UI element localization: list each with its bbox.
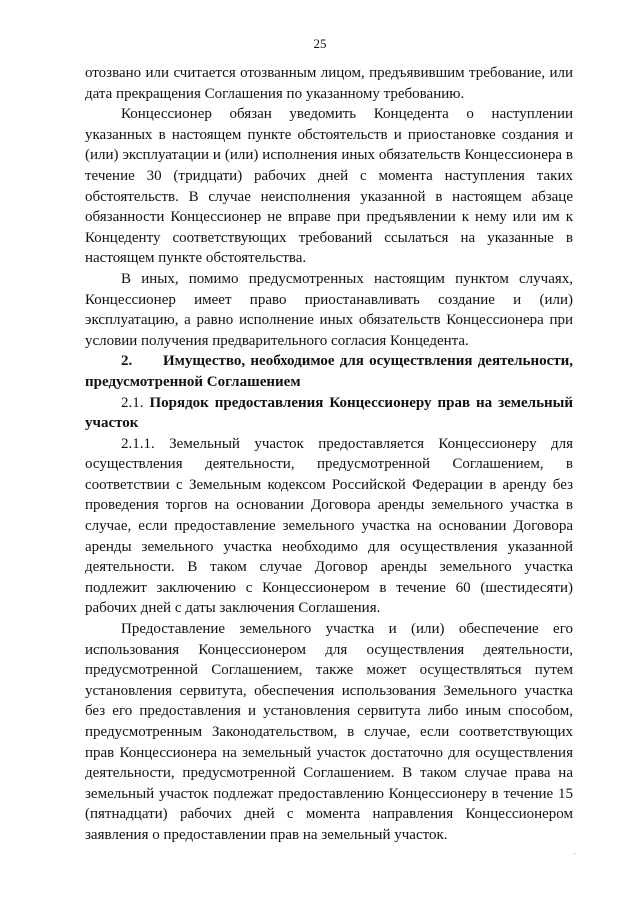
paragraph-other-cases: В иных, помимо предусмотренных настоящим пунктом случаях, Концессионер имеет право приостанавливать создание и (или) эксплуатацию, а равно исполнение иных обязательств Концессионера при условии получения предварительного согласия Концедента. bbox=[85, 270, 573, 349]
paragraph-continuation: отозвано или считается отозванным лицом, предъявившим требование, или дата прекращения Соглашения по указанному требованию. bbox=[85, 65, 573, 102]
paragraph-land-provision: Предоставление земельного участка и (или) обеспечение его использования Концессионером для осуществления деятельности, предусмотренной Соглашением, также может осуществляться путем установления сервитута, обеспечения использования Земельного участка без его предоставления и установления сервитута либо иным способом, предусмотренным Законодательством, в случае, если соответствующих прав Концессионера на земельный участок достаточно для осуществления деятельности, предусмотренной Соглашением. В таком случае права на земельный участок подлежат предоставлению Концессионеру в течение 15 (пятнадцати) рабочих дней с момента направления Концессионером заявления о предоставлении прав на земельный участок. bbox=[85, 621, 573, 843]
subsection-title: Порядок предоставления Концессионеру прав на земельный участок bbox=[85, 394, 574, 432]
document-body bbox=[85, 63, 573, 846]
section-title: Имущество, необходимое для осуществления деятельности, предусмотренной Соглашением bbox=[85, 353, 573, 390]
paragraph-2-1-1: 2.1.1. Земельный участок предоставляется Концессионеру для осуществления деятельности, предусмотренной Соглашением, в соответствии с Земельным кодексом Российской Федерации в аренду без проведения торгов на основании Договора аренды земельного участка в случае, если предоставление земельного участка на основании Договора аренды земельного участка необходимо для осуществления указанной деятельности. В таком случае Договор аренды земельного участка подлежит заключению с Концессионером в течение 60 (шестидесяти) рабочих дней с даты заключения Соглашения. bbox=[85, 435, 573, 617]
section-number: 2. bbox=[121, 353, 133, 370]
scan-speck bbox=[574, 853, 575, 854]
paragraph-notification-duty: Концессионер обязан уведомить Концедента о наступлении указанных в настоящем пункте обстоятельств и приостановке создания и (или) эксплуатации и (или) исполнения иных обязательств Концессионера в течение 30 (тридцати) рабочих дней с момента наступления таких обстоятельств. В случае неисполнения указанной в настоящем абзаце обязанности Концессионер не вправе при предъявлении к нему или им к Концеденту соответствующих требований ссылаться на указанные в настоящем пункте обстоятельства. bbox=[85, 106, 573, 267]
page-number: 25 bbox=[313, 36, 327, 51]
subsection-heading-2-1 bbox=[85, 393, 573, 434]
section-heading-2 bbox=[85, 351, 573, 392]
subsection-number: 2.1. bbox=[121, 394, 144, 411]
